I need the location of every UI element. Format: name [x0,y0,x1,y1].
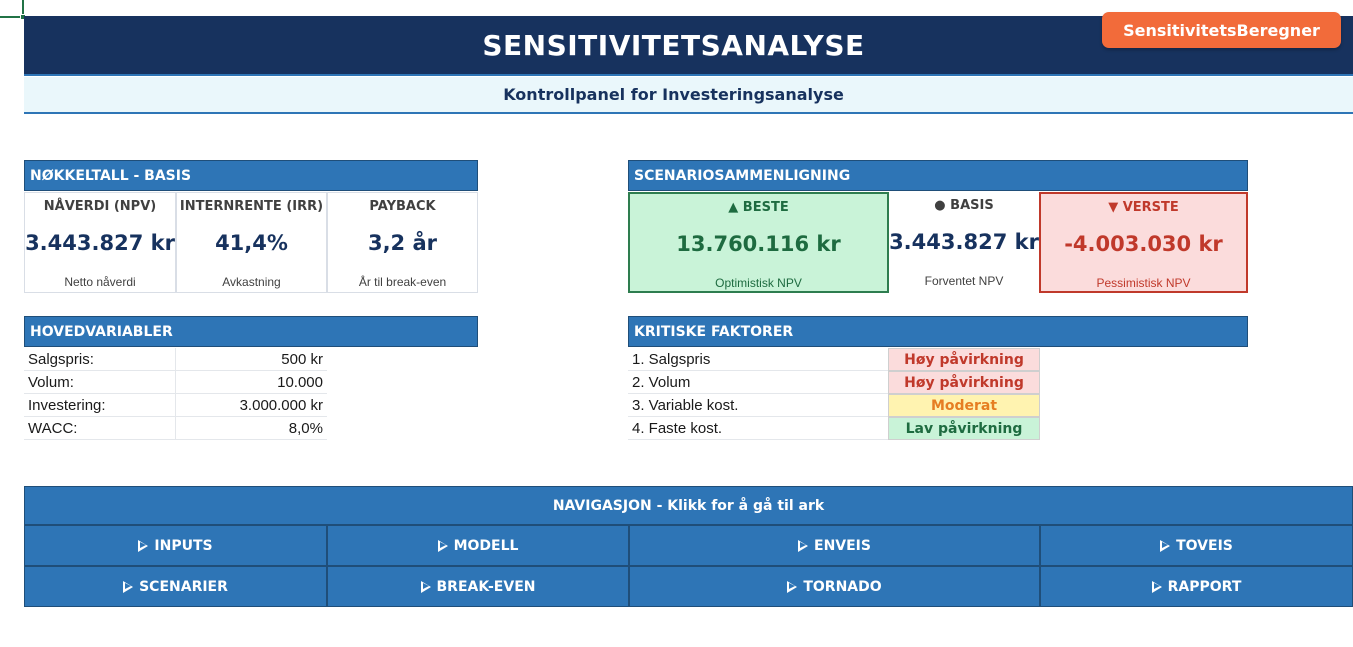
variable-value[interactable]: 500 kr [281,351,323,368]
factor-row [628,348,1040,371]
variable-value[interactable]: 3.000.000 kr [239,397,323,414]
best-scenario-label: ▲ BESTE [728,200,789,215]
factor-label: 3. Variable kost. [632,397,739,414]
payback-label: PAYBACK [369,199,436,214]
variable-row [24,417,327,440]
impact-badge: Høy påvirkning [888,348,1040,371]
factor-label: 4. Faste kost. [632,420,723,437]
nav-button-label: INPUTS [154,537,213,554]
nav-button-inputs[interactable] [24,525,327,566]
nav-button-label: TORNADO [803,578,882,595]
variable-label: Salgspris: [28,351,94,368]
page-subtitle: Kontrollpanel for Investeringsanalyse [503,85,844,104]
play-arrow-icon [438,540,448,552]
play-arrow-icon [138,540,148,552]
subtitle-banner [24,77,1353,114]
variable-value[interactable]: 8,0% [288,420,323,437]
best-scenario-caption: Optimistisk NPV [715,276,802,290]
play-arrow-icon [798,540,808,552]
play-arrow-icon [1152,581,1162,593]
main-variables-header: HOVEDVARIABLER [24,316,478,347]
payback-card [327,192,478,293]
critical-factors-header: KRITISKE FAKTORER [628,316,1248,347]
navigation-header: NAVIGASJON - Klikk for å gå til ark [24,486,1353,525]
variable-label: Volum: [28,374,74,391]
page-title: SENSITIVITETSANALYSE [482,28,865,62]
base-scenario-caption: Forventet NPV [924,274,1004,288]
irr-card [176,192,327,293]
impact-badge: Høy påvirkning [888,371,1040,394]
factor-row [628,417,1040,440]
npv-label: NÅVERDI (NPV) [43,199,157,214]
npv-card [24,192,176,293]
npv-value: 3.443.827 kr [25,231,175,255]
variable-row [24,394,327,417]
nav-button-label: TOVEIS [1176,537,1233,554]
irr-label: INTERNRENTE (IRR) [179,199,324,214]
nav-button-label: BREAK-EVEN [436,578,536,595]
payback-value: 3,2 år [367,231,438,255]
impact-badge: Lav påvirkning [888,417,1040,440]
worst-scenario-card [1039,192,1248,293]
nav-button-enveis[interactable] [629,525,1040,566]
nav-button-toveis[interactable] [1040,525,1353,566]
factor-row [628,371,1040,394]
irr-value: 41,4% [215,231,288,255]
base-scenario-label: ● BASIS [934,198,994,213]
factor-label: 2. Volum [632,374,691,391]
payback-caption: År til break-even [358,275,447,289]
play-arrow-icon [787,581,797,593]
worst-scenario-label: ▼ VERSTE [1108,200,1179,215]
factor-label: 1. Salgspris [632,351,711,368]
worst-scenario-value: -4.003.030 kr [1064,232,1223,256]
play-arrow-icon [123,581,133,593]
nav-button-tornado[interactable] [629,566,1040,607]
nav-button-label: MODELL [453,537,519,554]
base-scenario-value: 3.443.827 kr [889,230,1039,254]
nav-button-label: ENVEIS [814,537,871,554]
factor-row [628,394,1040,417]
key-figures-header: NØKKELTALL - BASIS [24,160,478,191]
nav-button-modell[interactable] [327,525,629,566]
nav-button-label: SCENARIER [139,578,228,595]
variable-value[interactable]: 10.000 [277,374,323,391]
best-scenario-card [628,192,889,293]
npv-caption: Netto nåverdi [64,275,136,289]
impact-badge: Moderat [888,394,1040,417]
play-arrow-icon [1160,540,1170,552]
nav-button-rapport[interactable] [1040,566,1353,607]
worst-scenario-caption: Pessimistisk NPV [1096,276,1191,290]
nav-button-scenarier[interactable] [24,566,327,607]
irr-caption: Avkastning [222,275,281,289]
variable-row [24,348,327,371]
variable-row [24,371,327,394]
sensitivity-calculator-button[interactable]: SensitivitetsBeregner [1102,12,1341,48]
best-scenario-value: 13.760.116 kr [676,232,841,256]
variable-label: Investering: [28,397,106,414]
scenario-comparison-header: SCENARIOSAMMENLIGNING [628,160,1248,191]
nav-button-break-even[interactable] [327,566,629,607]
play-arrow-icon [421,581,431,593]
base-scenario-card [889,192,1039,293]
nav-button-label: RAPPORT [1167,578,1242,595]
variable-label: WACC: [28,420,78,437]
